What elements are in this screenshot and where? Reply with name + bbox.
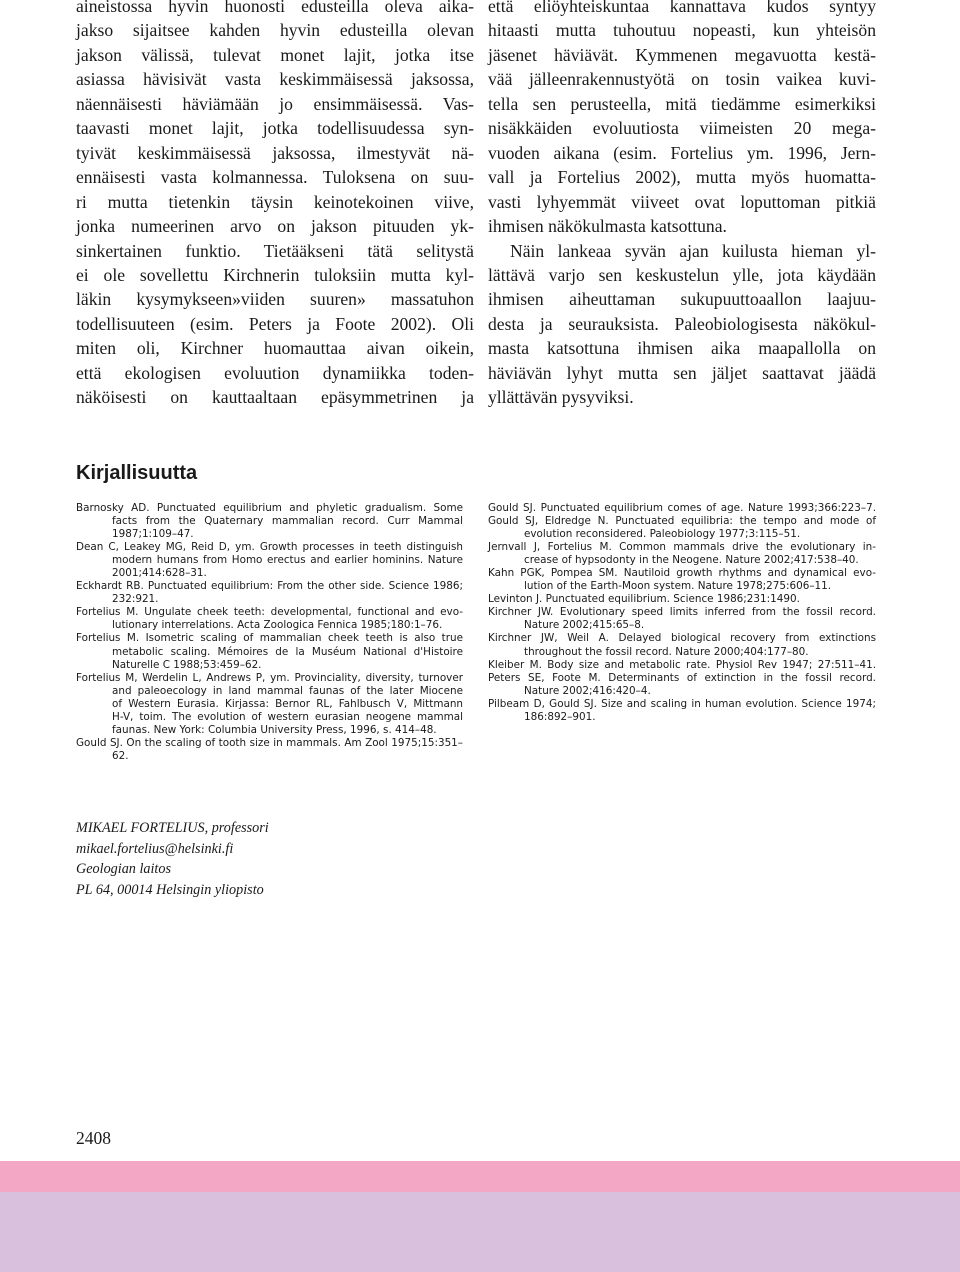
reference-line: evolution reconsidered. Paleobiology 1977;3:115–51. [524, 528, 801, 541]
body-text-line: että ekologisen evoluution dynamiikka toden- [76, 362, 474, 383]
body-text-line: todellisuuteen (esim. Peters ja Foote 2002). Oli [76, 313, 474, 334]
reference-line: of Western Eurasia. Kirjassa: Bernor RL, Fahlbusch V, Mittmann [112, 697, 463, 710]
body-text-line: näköisesti on kauttaaltaan epäsymmetrinen ja [76, 387, 474, 408]
reference-line: 62. [112, 749, 129, 762]
footer-band-lilac [0, 1192, 960, 1272]
body-text-line: aineistossa hyvin huonosti edusteilla oleva aika- [76, 0, 474, 16]
reference-line: 186:892–901. [524, 710, 596, 723]
reference-line: Barnosky AD. Punctuated equilibrium and phyletic gradualism. Some [76, 502, 463, 514]
author-address: PL 64, 00014 Helsingin yliopisto [76, 881, 264, 898]
body-text-line: hitaasti mutta tuhoutuu nopeasti, kun yhteisön [488, 20, 876, 41]
body-text-line: ihmisen aiheuttaman sukupuuttoaallon laajuu- [488, 289, 876, 310]
body-text-line: tyivät keskimmäisessä jaksossa, ilmestyvät nä- [76, 142, 474, 163]
body-text-line: desta ja seurauksista. Paleobiologisesta näkökul- [488, 313, 876, 334]
references-heading: Kirjallisuutta [76, 462, 198, 484]
body-text-line: näennäisesti häviämään jo ensimmäisessä. Vas- [76, 93, 474, 114]
body-text-line: asiassa hävisivät vasta keskimmäisessä jaksossa, [76, 69, 474, 90]
body-text-line: vasti lyhyemmät viiveet ovat loputtoman pitkiä [488, 191, 876, 212]
reference-line: 1987;1:109–47. [112, 528, 194, 541]
reference-line: crease of hypsodonty in the Neogene. Nature 2002;417:538–40. [524, 554, 859, 567]
reference-line: throughout the fossil record. Nature 2000;404:177–80. [524, 645, 809, 658]
body-column-right [488, 0, 876, 410]
body-text-line: taavasti monet lajit, jotka todellisuudessa syn- [76, 118, 474, 139]
body-text-line: nisäkkäiden evoluutiosta viimeisten 20 mega- [488, 118, 876, 139]
body-text-line: että eliöyhteiskuntaa kannattava kudos syntyy [488, 0, 876, 16]
reference-line: lutionary interrelations. Acta Zoologica Fennica 1985;180:1–76. [112, 619, 443, 632]
body-text-line: Näin lankeaa syvän ajan kuilusta hieman yl- [510, 240, 876, 261]
reference-line: metabolic scaling. Mémoires de la Muséum National d'Histoire [112, 645, 463, 658]
author-name: MIKAEL FORTELIUS, professori [76, 820, 269, 836]
reference-line: Gould SJ. Punctuated equilibrium comes of age. Nature 1993;366:223–7. [488, 502, 876, 514]
body-text-line: läkin kysymykseen»viiden suuren» massatuhon [76, 289, 474, 310]
reference-line: Levinton J. Punctuated equilibrium. Science 1986;231:1490. [488, 593, 800, 606]
reference-line: Jernvall J, Fortelius M. Common mammals drive the evolutionary in- [488, 541, 876, 554]
reference-line: Fortelius M, Werdelin L, Andrews P, ym. Provinciality, diversity, turnover [76, 671, 463, 684]
author-email[interactable]: mikael.fortelius@helsinki.fi [76, 840, 234, 857]
reference-line: Dean C, Leakey MG, Reid D, ym. Growth processes in teeth distinguish [76, 541, 463, 554]
reference-line: Kirchner JW. Evolutionary speed limits inferred from the fossil record. [488, 606, 876, 619]
body-text-line: jakso sijaitsee kahden hyvin edusteilla olevan [76, 20, 474, 41]
body-text-line: ihmisen näkökulmasta katsottuna. [488, 216, 727, 237]
body-text-line: tella sen perusteella, mitä tiedämme esimerkiksi [488, 93, 876, 114]
body-text-line: vää jälleenrakennustyötä on tosin vaikea kuvi- [488, 69, 876, 90]
reference-line: Kahn PGK, Pompea SM. Nautiloid growth rhythms and dynamical evo- [488, 567, 876, 580]
reference-line: Naturelle C 1988;53:459–62. [112, 658, 262, 671]
body-text-line: yllättävän pysyviksi. [488, 387, 634, 408]
reference-line: Kirchner JW, Weil A. Delayed biological recovery from extinctions [488, 632, 876, 645]
reference-line: Nature 2002;415:65–8. [524, 619, 645, 632]
reference-line: faunas. New York: Columbia University Press, 1996, s. 414–48. [112, 723, 437, 736]
body-text-line: lättävä varjo sen keskustelun ylle, jota käydään [488, 264, 876, 285]
body-text-line: vuoden aikana (esim. Fortelius ym. 1996, Jern- [488, 142, 876, 163]
references-column-left [76, 502, 463, 763]
body-text-line: masta katsottuna ihmisen aika maapallolla on [488, 338, 876, 359]
references-column-right [488, 502, 876, 724]
reference-line: Fortelius M. Isometric scaling of mammalian cheek teeth is also true [76, 632, 463, 645]
reference-line: 232:921. [112, 593, 159, 606]
reference-line: Eckhardt RB. Punctuated equilibrium: From the other side. Science 1986; [76, 580, 463, 593]
author-department: Geologian laitos [76, 861, 171, 877]
reference-line: 2001;414:628–31. [112, 567, 207, 580]
reference-line: Gould SJ. On the scaling of tooth size in mammals. Am Zool 1975;15:351– [76, 736, 463, 749]
reference-line: Kleiber M. Body size and metabolic rate. Physiol Rev 1947; 27:511–41. [488, 658, 876, 671]
reference-line: Peters SE, Foote M. Determinants of extinction in the fossil record. [488, 671, 876, 684]
page-number: 2408 [76, 1128, 111, 1148]
body-text-line: miten oli, Kirchner huomauttaa aivan oikein, [76, 338, 474, 359]
reference-line: modern humans from Homo erectus and earlier hominins. Nature [112, 554, 463, 567]
reference-line: Gould SJ, Eldredge N. Punctuated equilibria: the tempo and mode of [488, 515, 876, 528]
body-text-line: ri mutta tietenkin täysin keinotekoinen viive, [76, 191, 474, 212]
reference-line: facts from the Quaternary mammalian record. Curr Mammal [112, 515, 463, 528]
reference-line: and paleoecology in land mammal faunas of the later Miocene [112, 684, 463, 697]
body-text-line: vall ja Fortelius 2002), mutta myös huomatta- [488, 167, 876, 188]
body-text-line: jonka numeerinen arvo on jakson pituuden yk- [76, 216, 474, 237]
footer-band-pink [0, 1161, 960, 1192]
reference-line: Fortelius M. Ungulate cheek teeth: developmental, functional and evo- [76, 606, 463, 619]
body-text-line: jakson välissä, tulevat monet lajit, jotka itse [76, 44, 474, 65]
body-text-line: jäsenet häviävät. Kymmenen megavuotta kestä- [488, 44, 876, 65]
body-text-line: häviävän lyhyt mutta sen jäljet saattavat jäädä [488, 362, 876, 383]
body-text-line: sinkertainen funktio. Tietääkseni tätä selitystä [76, 240, 474, 261]
body-column-left [76, 0, 474, 410]
body-text-line: ennäisesti vasta kolmannessa. Tuloksena on suu- [76, 167, 474, 188]
reference-line: Nature 2002;416:420–4. [524, 684, 651, 697]
reference-line: lution of the Earth-Moon system. Nature 1978;275:606–11. [524, 580, 832, 593]
author-block [76, 818, 269, 900]
reference-line: H-V, toim. The evolution of western eurasian neogene mammal [112, 710, 463, 723]
reference-line: Pilbeam D, Gould SJ. Size and scaling in human evolution. Science 1974; [488, 697, 876, 710]
body-text-line: ei ole sovellettu Kirchnerin tuloksiin mutta kyl- [76, 264, 474, 285]
